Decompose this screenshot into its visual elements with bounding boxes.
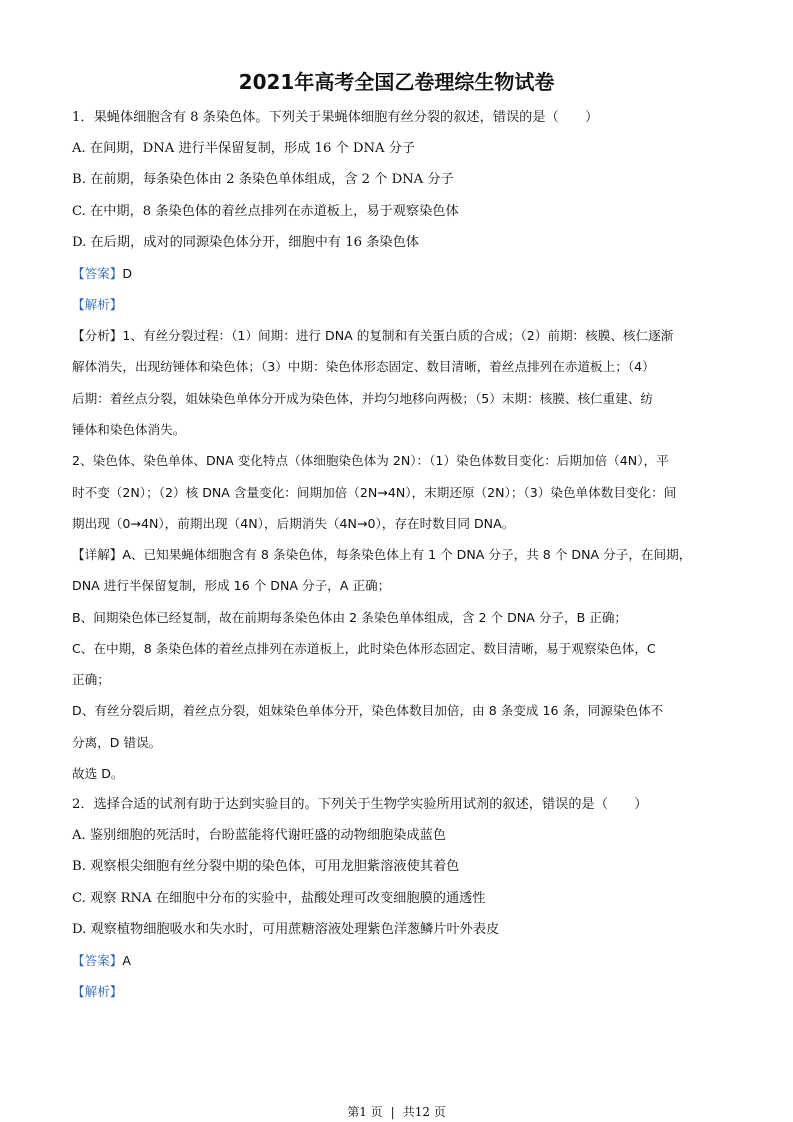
q1-option-a: A. 在间期，DNA 进行半保留复制，形成 16 个 DNA 分子: [72, 141, 416, 156]
q1-fenxi-line-4: 锤体和染色体消失。: [72, 422, 186, 437]
q1-fenxi-line-7: 期出现（0→4N），前期出现（4N），后期消失（4N→0），存在时数目同 DNA。: [72, 516, 515, 531]
detail-text: A、已知果蝇体细胞含有 8 条染色体，每条染色体上有 1 个 DNA 分子，共 8 个 DNA 分子，在间期，: [122, 547, 692, 562]
q2-option-b: B. 观察根尖细胞有丝分裂中期的染色体，可用龙胆紫溶液使其着色: [72, 859, 460, 874]
q1-detail-line-2: DNA 进行半保留复制，形成 16 个 DNA 分子，A 正确；: [72, 578, 391, 593]
fenxi-text: 1、有丝分裂过程：（1）间期：进行 DNA 的复制和有关蛋白质的合成；（2）前期：核膜、核仁逐渐: [122, 328, 674, 343]
page-total: 共12 页: [402, 1105, 446, 1119]
q1-detail-line-1: [72, 545, 691, 565]
footer-separator: |: [390, 1105, 395, 1119]
q1-conclusion: 故选 D。: [72, 766, 124, 781]
page-footer: [0, 1103, 793, 1120]
q1-detail-line-7: 分离，D 错误。: [72, 735, 162, 750]
answer-value: A: [122, 953, 131, 968]
q1-fenxi-line-6: 时不变（2N）；（2）核 DNA 含量变化：间期加倍（2N→4N），末期还原（2N）；（3）染色单体数目变化：间: [72, 485, 677, 500]
q2-stem: 2．选择合适的试剂有助于达到实验目的。下列关于生物学实验所用试剂的叙述，错误的是（ ）: [72, 797, 648, 812]
page-title: 2021年高考全国乙卷理综生物试卷: [238, 70, 555, 94]
q1-fenxi-line-1: [72, 326, 673, 346]
q2-option-c: C. 观察 RNA 在细胞中分布的实验中，盐酸处理可改变细胞膜的通透性: [72, 891, 486, 906]
q1-option-b: B. 在前期，每条染色体由 2 条染色单体组成，含 2 个 DNA 分子: [72, 172, 454, 187]
answer-value: D: [122, 266, 133, 281]
q1-option-d: D. 在后期，成对的同源染色体分开，细胞中有 16 条染色体: [72, 235, 419, 250]
q2-option-a: A. 鉴别细胞的死活时，台盼蓝能将代谢旺盛的动物细胞染成蓝色: [72, 828, 446, 843]
q2-analysis-tag: 【解析】: [72, 984, 123, 999]
q1-answer: [72, 264, 132, 284]
page-number: 第1 页: [347, 1105, 383, 1119]
q1-detail-line-6: D、有丝分裂后期，着丝点分裂，姐妹染色单体分开，染色体数目加倍，由 8 条变成 16 条，同源染色体不: [72, 703, 664, 718]
answer-tag: 【答案】: [72, 953, 123, 968]
q1-fenxi-line-3: 后期：着丝点分裂，姐妹染色单体分开成为染色体，并均匀地移向两极；（5）末期：核膜、核仁重建、纺: [72, 391, 654, 406]
fenxi-tag: 【分析】: [72, 328, 123, 343]
q2-option-d: D. 观察植物细胞吸水和失水时，可用蔗糖溶液处理紫色洋葱鳞片叶外表皮: [72, 922, 500, 937]
q1-analysis-tag: 【解析】: [72, 297, 123, 312]
q2-answer: [72, 951, 131, 971]
q1-option-c: C. 在中期，8 条染色体的着丝点排列在赤道板上，易于观察染色体: [72, 204, 459, 219]
answer-tag: 【答案】: [72, 266, 123, 281]
q1-stem: 1．果蝇体细胞含有 8 条染色体。下列关于果蝇体细胞有丝分裂的叙述，错误的是（ ）: [72, 110, 599, 125]
q1-fenxi-line-5: 2、染色体、染色单体、DNA 变化特点（体细胞染色体为 2N）：（1）染色体数目变化：后期加倍（4N），平: [72, 453, 669, 468]
q1-detail-line-4: C、在中期，8 条染色体的着丝点排列在赤道板上，此时染色体形态固定、数目清晰，易于观察染色体，C: [72, 641, 656, 656]
q1-detail-line-5: 正确；: [72, 672, 110, 687]
q1-detail-line-3: B、间期染色体已经复制，故在前期每条染色体由 2 条染色单体组成，含 2 个 DNA 分子，B 正确；: [72, 610, 628, 625]
q1-fenxi-line-2: 解体消失，出现纺锤体和染色体；（3）中期：染色体形态固定、数目清晰，着丝点排列在赤道板上；（4）: [72, 359, 655, 374]
detail-tag: 【详解】: [72, 547, 123, 562]
